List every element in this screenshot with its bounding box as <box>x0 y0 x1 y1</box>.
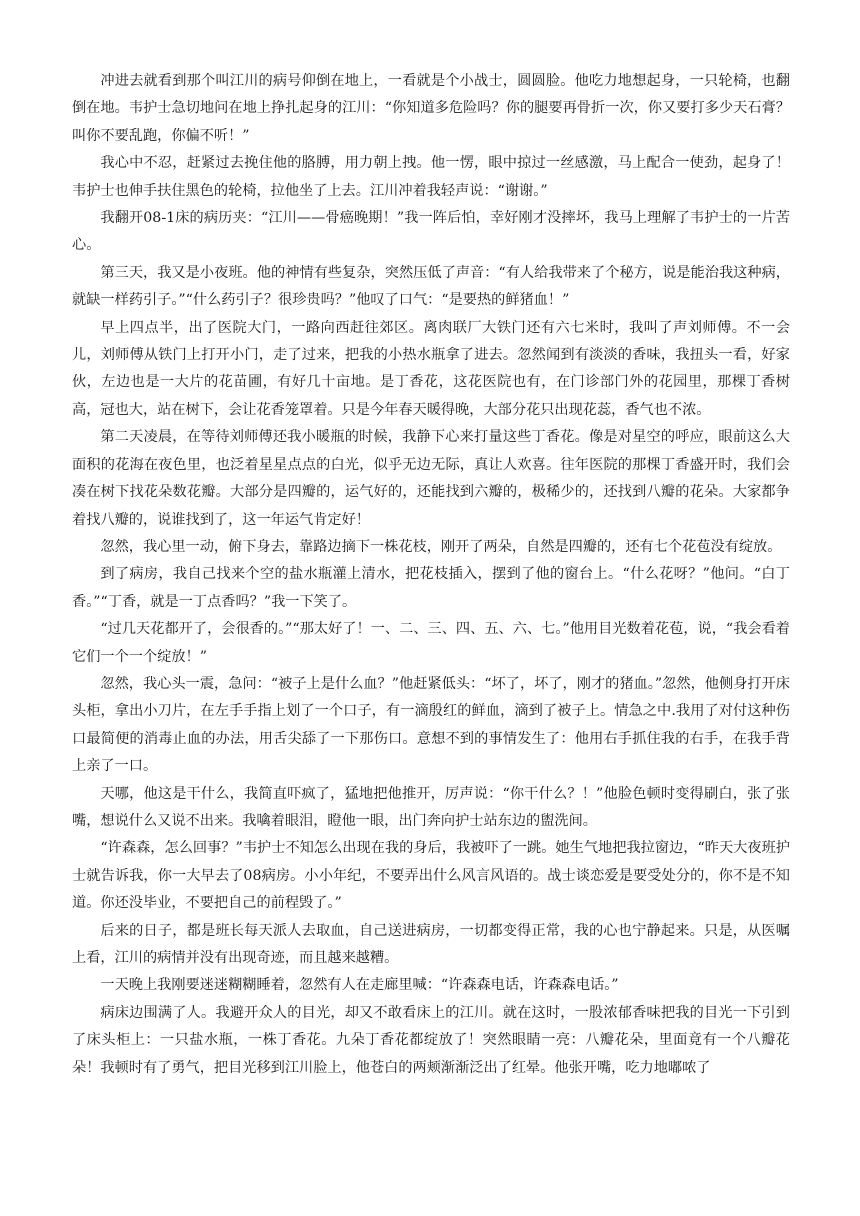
paragraph: 忽然，我心里一动，俯下身去，靠路边摘下一株花枝，刚开了两朵，自然是四瓣的，还有七个花苞没有绽放。 <box>100 538 782 555</box>
paragraph: 我心中不忍，赶紧过去挽住他的胳膊，用力朝上拽。他一愣，眼中掠过一丝感激，马上配合一使劲，起身了！韦护士也伸手扶住黑色的轮椅，拉他坐了上去。江川冲着我轻声说：“谢谢。” <box>72 155 790 199</box>
paragraph: 一天晚上我刚要迷迷糊糊睡着，忽然有人在走廊里喊：“许森森电话，许森森电话。” <box>100 977 619 994</box>
paragraph: 天哪，他这是干什么，我简直吓疯了，猛地把他推开，厉声说：“你干什么？！”他脸色顿时变得刷白，张了张嘴，想说什么又说不出来。我噙着眼泪，瞪他一眼，出门奔向护士站东边的盥洗间。 <box>72 785 790 829</box>
paragraph: 第二天凌晨，在等待刘师傅还我小暖瓶的时候，我静下心来打量这些丁香花。像是对星空的呼应，眼前这么大面积的花海在夜色里，也泛着星星点点的白光，似乎无边无际，真让人欢喜。往年医院的那棵丁香盛开时，我们会凑在树下找花朵数花瓣。大部分是四瓣的，运气好的，还能找到六瓣的，极稀少的，还找到八瓣的花朵。大家都争着找八瓣的，说谁找到了，这一年运气肯定好！ <box>72 429 790 528</box>
paragraph: 到了病房，我自己找来个空的盐水瓶灌上清水，把花枝插入，摆到了他的窗台上。“什么花呀？”他问。“白丁香。”“丁香，就是一丁点香吗？”我一下笑了。 <box>72 566 790 610</box>
paragraph: “许森森，怎么回事？”韦护士不知怎么出现在我的身后，我被吓了一跳。她生气地把我拉窗边，“昨天大夜班护士就告诉我，你一大早去了08病房。小小年纪，不要弄出什么风言风语的。战士谈恋爱是要受处分的，你不是不知道。你还没毕业，不要把自己的前程毁了。” <box>72 840 790 912</box>
paragraph: 后来的日子，都是班长每天派人去取血，自己送进病房，一切都变得正常，我的心也宁静起来。只是，从医嘱上看，江川的病情并没有出现奇迹，而且越来越糟。 <box>72 922 790 966</box>
paragraph: 第三天，我又是小夜班。他的神情有些复杂，突然压低了声音：“有人给我带来了个秘方，说是能治我这种病，就缺一样药引子。”“什么药引子？很珍贵吗？”他叹了口气：“是要热的鲜猪血！” <box>72 264 790 309</box>
paragraph: 忽然，我心头一震，急问：“被子上是什么血？”他赶紧低头：“坏了，坏了，刚才的猪血。”忽然，他侧身打开床头柜，拿出小刀片，在左手手指上划了一个口子，有一滴殷红的鲜血，滴到了被子上。情急之中.我用了对付这种伤口最简便的消毒止血的办法，用舌尖舔了一下那伤口。意想不到的事情发生了：他用右手抓住我的右手，在我手背上亲了一口。 <box>72 675 790 775</box>
paragraph: “过几天花都开了，会很香的。”“那太好了！一、二、三、四、五、六、七。”他用目光数着花苞，说，“我会看着它们一个一个绽放！” <box>72 621 790 665</box>
paragraph: 早上四点半，出了医院大门，一路向西赶往郊区。离肉联厂大铁门还有六七米时，我叫了声刘师傅。不一会儿，刘师傅从铁门上打开小门，走了过来，把我的小热水瓶拿了进去。忽然闻到有淡淡的香味，我扭头一看，好家伙，左边也是一大片的花苗圃，有好几十亩地。是丁香花，这花医院也有，在门诊部门外的花园里，那棵丁香树高，冠也大，站在树下，会让花香笼罩着。只是今年春天暖得晚，大部分花只出现花蕊，香气也不浓。 <box>72 319 790 418</box>
paragraph: 病床边围满了人。我避开众人的目光，却又不敢看床上的江川。就在这时，一股浓郁香味把我的目光一下引到了床头柜上：一只盐水瓶，一株丁香花。九朵丁香花都绽放了！突然眼睛一亮：八瓣花朵，里面竟有一个八瓣花朵！我顿时有了勇气，把目光移到江川脸上，他苍白的两颊渐渐泛出了红晕。他张开嘴，吃力地嘟哝了 <box>72 1004 790 1076</box>
document-body <box>72 68 790 1082</box>
paragraph: 我翻开08-1床的病历夹：“江川——骨癌晚期！”我一阵后怕，幸好刚才没摔坏，我马上理解了韦护士的一片苦心。 <box>72 210 790 254</box>
paragraph: 冲进去就看到那个叫江川的病号仰倒在地上，一看就是个小战士，圆圆脸。他吃力地想起身，一只轮椅，也翻倒在地。韦护士急切地问在地上挣扎起身的江川：“你知道多危险吗？你的腿要再骨折一次，你又要打多少天石膏？叫你不要乱跑，你偏不听！” <box>72 73 790 144</box>
